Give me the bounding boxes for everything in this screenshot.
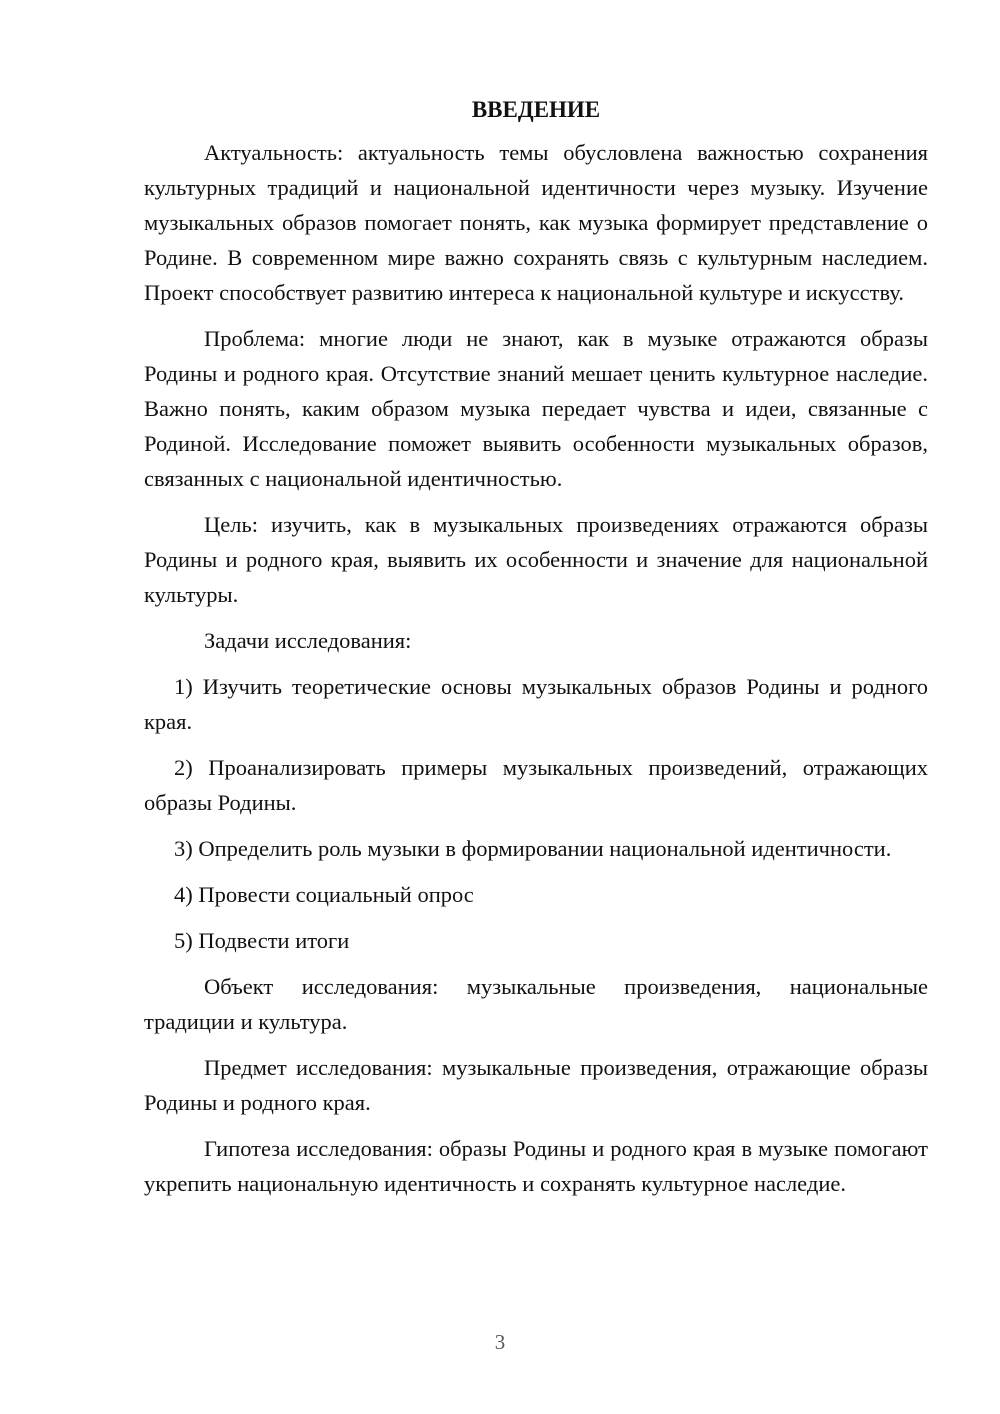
paragraph-hypothesis: Гипотеза исследования: образы Родины и родного края в музыке помогают укрепить национальную идентичность и сохранять культурное наследие.	[144, 1136, 928, 1196]
paragraph-object: Объект исследования: музыкальные произведения, национальные традиции и культура.	[144, 974, 928, 1034]
task-item: 2) Проанализировать примеры музыкальных произведений, отражающих образы Родины.	[144, 755, 928, 815]
tasks-heading: Задачи исследования:	[204, 628, 412, 653]
task-item: 4) Провести социальный опрос	[174, 882, 474, 907]
paragraph-relevance: Актуальность: актуальность темы обусловлена важностью сохранения культурных традиций и национальной идентичности через музыку. Изучение музыкальных образов помогает понять, как музыка формирует представление о Родине. В современном мире важно сохранять связь с культурным наследием. Проект способствует развитию интереса к национальной культуре и искусству.	[144, 140, 928, 305]
paragraph-problem: Проблема: многие люди не знают, как в музыке отражаются образы Родины и родного края. Отсутствие знаний мешает ценить культурное наследие. Важно понять, каким образом музыка передает чувства и идеи, связанные с Родиной. Исследование поможет выявить особенности музыкальных образов, связанных с национальной идентичностью.	[144, 326, 928, 491]
page-number: 3	[494, 1330, 506, 1354]
paragraph-goal: Цель: изучить, как в музыкальных произведениях отражаются образы Родины и родного края, выявить их особенности и значение для национальной культуры.	[144, 512, 928, 607]
task-item: 3) Определить роль музыки в формировании национальной идентичности.	[174, 836, 892, 861]
task-item: 1) Изучить теоретические основы музыкальных образов Родины и родного края.	[144, 674, 928, 734]
document-page	[144, 92, 928, 1212]
paragraph-subject: Предмет исследования: музыкальные произведения, отражающие образы Родины и родного края.	[144, 1055, 928, 1115]
section-title: ВВЕДЕНИЕ	[471, 97, 601, 122]
task-item: 5) Подвести итоги	[174, 928, 350, 953]
